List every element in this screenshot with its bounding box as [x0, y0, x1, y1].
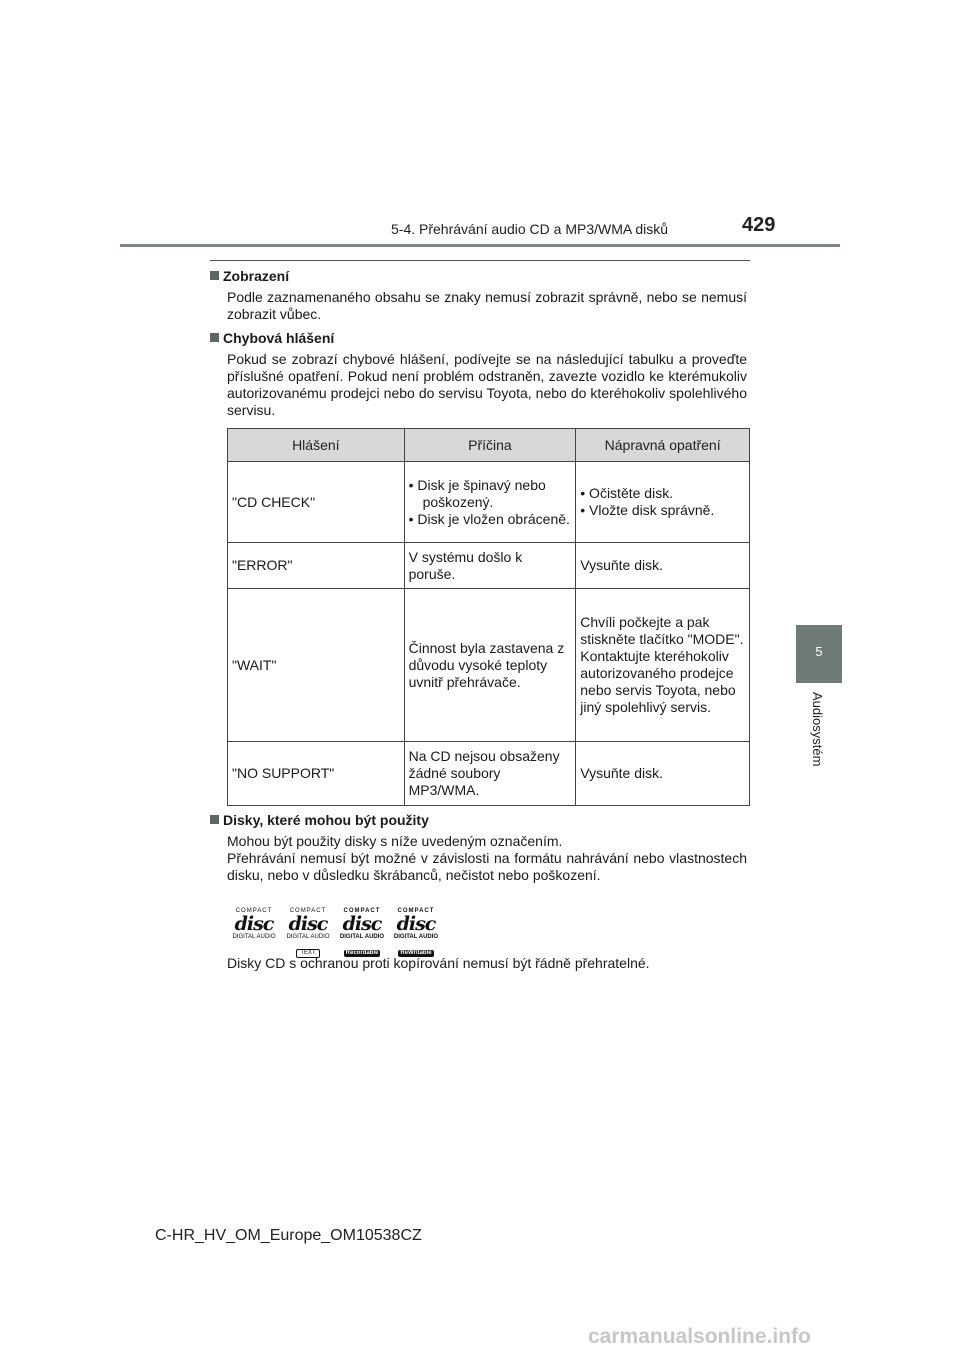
chapter-title: 5-4. Přehrávání audio CD a MP3/WMA disků [391, 221, 669, 237]
message-cell: "WAIT" [228, 589, 405, 742]
remedy-cell [576, 589, 750, 742]
remedy-bullet: • Očistěte disk. [580, 485, 674, 501]
logo-disc-mark: disc [234, 913, 274, 935]
discs-heading-text: Disky, které mohou být použity [223, 812, 429, 828]
errors-section-heading [210, 330, 334, 348]
discs-line-1: Mohou být použity disky s níže uvedeným označením. [227, 833, 563, 849]
errors-paragraph: Pokud se zobrazí chybové hlášení, podívejte se na následující tabulku a proveďte příslušné opatření. Pokud není problém odstraněn, zavezte vozidlo ke kterémukoliv autorizovanému prodejci nebo do servisu Toyota, nebo do kteréhokoliv spolehlivého servisu. [227, 351, 747, 418]
table-row [228, 462, 750, 543]
compact-disc-rewritable-logo [391, 908, 441, 956]
chapter-tab-label-box [795, 692, 841, 792]
logo-badge: Recordable [345, 950, 379, 956]
logo-disc-mark: disc [288, 913, 328, 935]
logo-badge: TEXT [296, 949, 319, 958]
logo-sub-text: DIGITAL AUDIO [393, 934, 439, 940]
column-header-cause: Příčina [404, 429, 576, 462]
compact-disc-logo [229, 908, 279, 946]
logo-disc-mark: disc [342, 913, 382, 935]
column-header-remedy: Nápravná opatření [576, 429, 750, 462]
logo-top-text: COMPACT [235, 908, 273, 914]
table-header-row [228, 429, 750, 462]
table-row [228, 543, 750, 589]
chapter-tab [796, 625, 842, 683]
remedy-line: Kontaktujte kteréhokoliv autorizovaného prodejce nebo servis Toyota, nebo jiný spolehlivý servis. [580, 648, 736, 715]
document-code: C-HR_HV_OM_Europe_OM10538CZ [155, 1227, 422, 1244]
watermark: carmanualsonline.info [588, 1325, 811, 1348]
display-heading-text: Zobrazení [223, 268, 290, 284]
cause-cell: V systému došlo k poruše. [404, 543, 576, 589]
remedy-bullet: • Vložte disk správně. [580, 502, 715, 518]
square-bullet-icon [210, 271, 219, 280]
table-row [228, 589, 750, 742]
remedy-cell: Vysuňte disk. [576, 742, 750, 806]
display-section-heading [210, 268, 289, 286]
logo-sub-text: DIGITAL AUDIO [286, 934, 330, 940]
cause-cell: Na CD nejsou obsaženy žádné soubory MP3/WMA. [404, 742, 576, 806]
cause-cell: Činnost byla zastavena z důvodu vysoké teploty uvnitř přehrávače. [404, 589, 576, 742]
message-cell: "CD CHECK" [228, 462, 405, 543]
remedy-cell [576, 462, 750, 543]
cause-cell [404, 462, 576, 543]
logo-sub-text: DIGITAL AUDIO [339, 934, 385, 940]
compact-disc-recordable-logo [337, 908, 387, 956]
discs-note: Disky CD s ochranou proti kopírování nemusí být řádně přehratelné. [227, 955, 650, 971]
logo-badge: ReWritable [400, 950, 432, 956]
logo-top-text: COMPACT [397, 908, 435, 914]
message-cell: "NO SUPPORT" [228, 742, 405, 806]
remedy-cell: Vysuňte disk. [576, 543, 750, 589]
remedy-line: Chvíli počkejte a pak stiskněte tlačítko "MODE". [580, 614, 744, 647]
column-header-message: Hlášení [228, 429, 405, 462]
logo-disc-mark: disc [396, 913, 436, 935]
discs-line-2: Přehrávání nemusí být možné v závislosti na formátu nahrávání nebo vlastnostech disku, nebo v důsledku škrábanců, nečistot nebo poškození. [227, 850, 747, 883]
discs-section-heading [210, 812, 429, 830]
header-divider [120, 244, 840, 247]
display-paragraph: Podle zaznamenaného obsahu se znaky nemusí zobrazit správně, nebo se nemusí zobrazit vůbec. [227, 289, 747, 322]
errors-heading-text: Chybová hlášení [223, 330, 335, 346]
error-message-table [227, 428, 750, 806]
chapter-tab-label: Audiosystém [810, 692, 825, 767]
logo-top-text: COMPACT [289, 908, 327, 914]
logo-top-text: COMPACT [343, 908, 381, 914]
cause-bullet: • Disk je vložen obráceně. [408, 510, 570, 527]
chapter-tab-number: 5 [815, 644, 823, 659]
square-bullet-icon [210, 815, 219, 824]
logo-sub-text: DIGITAL AUDIO [232, 934, 276, 940]
compact-disc-text-logo [283, 908, 333, 956]
page-number: 429 [742, 214, 776, 236]
message-cell: "ERROR" [228, 543, 405, 589]
section-divider [210, 260, 750, 261]
table-row [228, 742, 750, 806]
square-bullet-icon [210, 333, 219, 342]
cause-bullet: • Disk je špinavý nebo poškozený. [408, 476, 546, 510]
